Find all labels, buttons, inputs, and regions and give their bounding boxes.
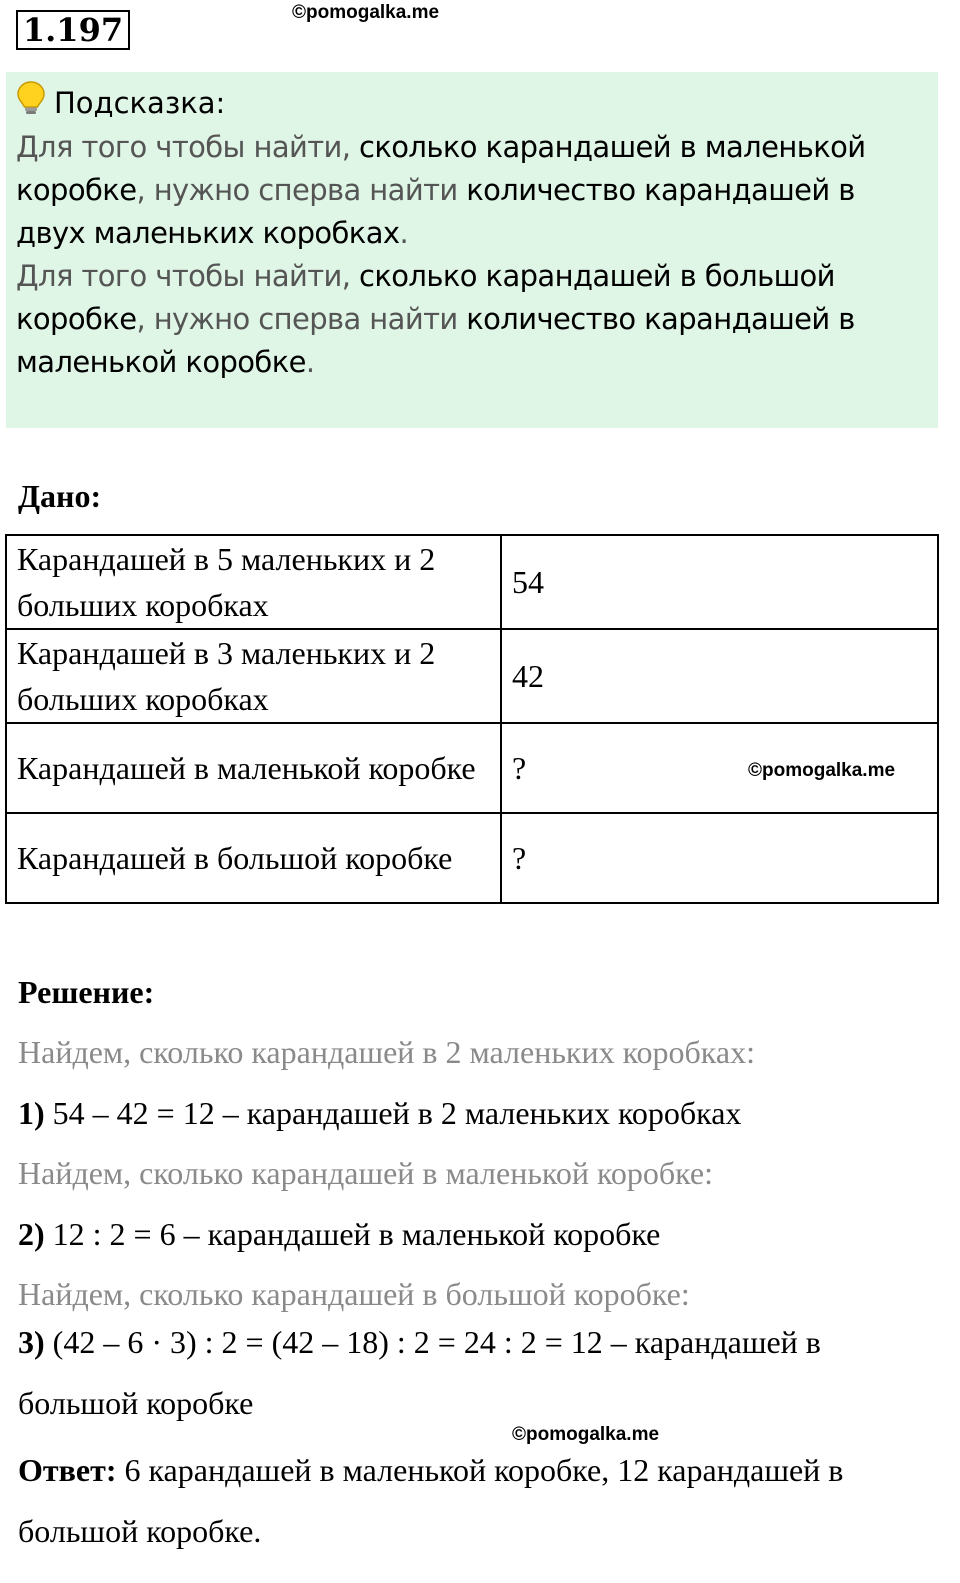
answer-text: 6 карандашей в маленькой коробке, 12 карандашей в большой коробке. <box>18 1452 844 1549</box>
solution-hint-1: Найдем, сколько карандашей в 2 маленьких коробках: <box>18 1034 755 1070</box>
hint-p2-part: сколько карандашей в большой коробке <box>16 259 835 336</box>
hint-p2-part: количество карандашей в маленькой коробке <box>16 302 855 379</box>
watermark-top: ©pomogalka.me <box>292 2 440 23</box>
solution-heading: Решение: <box>18 974 155 1010</box>
given-value: ? <box>501 723 938 813</box>
given-label: Карандашей в маленькой коробке <box>6 723 501 813</box>
hint-box <box>6 72 938 428</box>
given-label: Карандашей в 3 маленьких и 2 больших коробках <box>6 629 501 723</box>
hint-p1-part: , нужно сперва найти <box>136 173 467 207</box>
hint-p1-part: . <box>399 216 409 250</box>
step-text: 12 : 2 = 6 – карандашей в маленькой коробке <box>44 1216 661 1252</box>
hint-title-text: Подсказка: <box>54 86 226 120</box>
watermark-table: ©pomogalka.me <box>748 760 896 781</box>
watermark-bottom: ©pomogalka.me <box>512 1424 660 1445</box>
table-row <box>6 535 938 629</box>
table-row <box>6 629 938 723</box>
lightbulb-icon <box>16 80 54 127</box>
step-number: 1) <box>18 1095 45 1131</box>
hint-paragraph-2 <box>16 255 928 384</box>
step-number: 2) <box>18 1216 45 1252</box>
given-heading: Дано: <box>18 478 102 514</box>
solution-step-3 <box>18 1324 821 1361</box>
answer-label: Ответ: <box>18 1452 117 1488</box>
hint-p2-part: , нужно сперва найти <box>136 302 467 336</box>
given-value: 42 <box>501 629 938 723</box>
hint-p1-part: Для того чтобы найти, <box>16 130 360 164</box>
solution-hint-2: Найдем, сколько карандашей в маленькой коробке: <box>18 1155 714 1191</box>
given-label: Карандашей в 5 маленьких и 2 больших коробках <box>6 535 501 629</box>
given-value: ? <box>501 813 938 903</box>
step-number: 3) <box>18 1324 45 1360</box>
hint-title <box>16 80 928 126</box>
given-value: 54 <box>501 535 938 629</box>
given-table <box>5 534 939 904</box>
step-text: (42 – 6 · 3) : 2 = (42 – 18) : 2 = 24 : 2 = 12 – карандашей в <box>44 1324 821 1360</box>
hint-p2-part: . <box>305 345 315 379</box>
solution-step-1 <box>18 1095 741 1132</box>
table-row <box>6 813 938 903</box>
problem-number: 1.197 <box>16 10 130 50</box>
solution-step-2 <box>18 1216 660 1253</box>
given-label: Карандашей в большой коробке <box>6 813 501 903</box>
hint-p1-part: количество карандашей в двух маленьких коробках <box>16 173 855 250</box>
hint-paragraph-1 <box>16 126 928 255</box>
solution-hint-3: Найдем, сколько карандашей в большой коробке: <box>18 1276 690 1312</box>
step-text: 54 – 42 = 12 – карандашей в 2 маленьких коробках <box>44 1095 742 1131</box>
hint-p2-part: Для того чтобы найти, <box>16 259 360 293</box>
solution-step-3-cont: большой коробке <box>18 1385 254 1421</box>
answer <box>18 1440 938 1562</box>
hint-p1-part: сколько карандашей в маленькой коробке <box>16 130 866 207</box>
